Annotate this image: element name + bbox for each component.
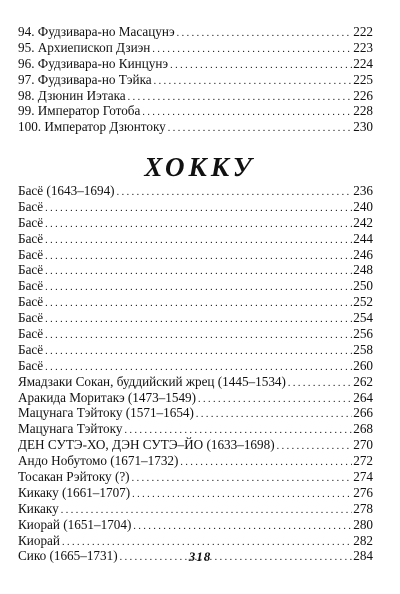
toc-list-hokku bbox=[18, 183, 373, 564]
toc-entry bbox=[18, 72, 373, 88]
dot-leader bbox=[45, 264, 352, 280]
toc-entry-page: 278 bbox=[353, 500, 373, 516]
toc-entry bbox=[18, 40, 373, 56]
toc-entry-title: 98. Дзюнин Иэтака bbox=[18, 87, 126, 103]
toc-entry-page: 223 bbox=[353, 39, 373, 55]
dot-leader bbox=[128, 90, 353, 106]
toc-entry-page: 240 bbox=[353, 198, 373, 214]
toc-entry-title: Басё bbox=[18, 357, 44, 373]
toc-entry-title: Басё bbox=[18, 262, 44, 278]
toc-entry-page: 230 bbox=[353, 119, 373, 135]
toc-entry-title: Кикаку (1661–1707) bbox=[18, 484, 131, 500]
toc-entry-title: Басё bbox=[18, 294, 44, 310]
toc-entry bbox=[18, 247, 373, 263]
toc-entry-title: Тосакан Рэйтоку (?) bbox=[18, 469, 130, 485]
dot-leader bbox=[45, 312, 352, 328]
toc-entry bbox=[18, 421, 373, 437]
toc-entry bbox=[18, 326, 373, 342]
toc-entry-title: Мацунага Тэйтоку (1571–1654) bbox=[18, 405, 194, 421]
toc-entry bbox=[18, 374, 373, 390]
dot-leader bbox=[45, 328, 352, 344]
toc-entry-page: 256 bbox=[353, 326, 373, 342]
toc-entry bbox=[18, 262, 373, 278]
dot-leader bbox=[170, 58, 352, 74]
toc-entry-title: Басё bbox=[18, 310, 44, 326]
toc-entry-title: Басё bbox=[18, 230, 44, 246]
toc-entry-page: 284 bbox=[353, 548, 373, 564]
toc-entry-title: Аракида Моритакэ (1473–1549) bbox=[18, 389, 197, 405]
toc-entry-title: Сико (1665–1731) bbox=[18, 548, 118, 564]
toc-entry-title: Андо Нобутомо (1671–1732) bbox=[18, 453, 179, 469]
toc-entry bbox=[18, 453, 373, 469]
toc-entry-title: Басё bbox=[18, 326, 44, 342]
toc-entry bbox=[18, 231, 373, 247]
toc-entry-title: ДЕН СУТЭ-ХО, ДЭН СУТЭ–ЙО (1633–1698) bbox=[18, 437, 275, 453]
dot-leader bbox=[45, 233, 352, 249]
toc-entry bbox=[18, 183, 373, 199]
toc-entry-page: 250 bbox=[353, 278, 373, 294]
toc-entry-title: Ямадзаки Сокан, буддийский жрец (1445–1534) bbox=[18, 373, 286, 389]
section-title: ХОККУ bbox=[144, 152, 256, 182]
dot-leader bbox=[177, 26, 353, 42]
toc-entry-page: 222 bbox=[353, 24, 373, 39]
toc-entry bbox=[18, 310, 373, 326]
dot-leader bbox=[133, 519, 352, 535]
toc-entry bbox=[18, 358, 373, 374]
toc-entry-page: 268 bbox=[353, 421, 373, 437]
dot-leader bbox=[168, 121, 352, 137]
toc-entry-title: 95. Архиепископ Дзиэн bbox=[18, 39, 151, 55]
toc-entry-page: 224 bbox=[353, 55, 373, 71]
dot-leader bbox=[152, 42, 352, 58]
toc-entry bbox=[18, 199, 373, 215]
toc-entry bbox=[18, 342, 373, 358]
dot-leader bbox=[45, 296, 352, 312]
toc-entry bbox=[18, 24, 373, 40]
toc-entry-page: 228 bbox=[353, 103, 373, 119]
toc-entry-page: 262 bbox=[353, 373, 373, 389]
toc-entry-page: 276 bbox=[353, 484, 373, 500]
toc-entry bbox=[18, 390, 373, 406]
toc-entry-title: 96. Фудзивара-но Кинцунэ bbox=[18, 55, 169, 71]
toc-entry-page: 274 bbox=[353, 469, 373, 485]
toc-entry-page: 246 bbox=[353, 246, 373, 262]
dot-leader bbox=[132, 471, 353, 487]
toc-entry-page: 226 bbox=[353, 87, 373, 103]
toc-entry-title: Киорай bbox=[18, 532, 60, 548]
dot-leader bbox=[198, 392, 352, 408]
dot-leader bbox=[180, 455, 352, 471]
toc-entry-page: 248 bbox=[353, 262, 373, 278]
toc-entry-page: 258 bbox=[353, 341, 373, 357]
toc-entry-title: Басё (1643–1694) bbox=[18, 183, 115, 198]
toc-entry-page: 244 bbox=[353, 230, 373, 246]
toc-entry bbox=[18, 501, 373, 517]
toc-entry-page: 264 bbox=[353, 389, 373, 405]
toc-entry bbox=[18, 405, 373, 421]
dot-leader bbox=[45, 217, 352, 233]
page-number: 318 bbox=[188, 549, 212, 564]
toc-entry bbox=[18, 119, 373, 135]
toc-entry bbox=[18, 56, 373, 72]
toc-entry-title: Басё bbox=[18, 246, 44, 262]
toc-entry-page: 272 bbox=[353, 453, 373, 469]
toc-entry-title: Басё bbox=[18, 198, 44, 214]
toc-entry-title: Басё bbox=[18, 214, 44, 230]
toc-entry bbox=[18, 278, 373, 294]
dot-leader bbox=[45, 249, 352, 265]
toc-entry bbox=[18, 437, 373, 453]
toc-entry-page: 270 bbox=[353, 437, 373, 453]
toc-entry-title: 99. Император Готоба bbox=[18, 103, 141, 119]
toc-entry bbox=[18, 533, 373, 549]
dot-leader bbox=[45, 280, 352, 296]
toc-entry-page: 282 bbox=[353, 532, 373, 548]
toc-entry-title: Басё bbox=[18, 341, 44, 357]
toc-entry-page: 236 bbox=[353, 183, 373, 198]
toc-list-top bbox=[18, 24, 373, 135]
toc-entry-page: 266 bbox=[353, 405, 373, 421]
dot-leader bbox=[277, 439, 353, 455]
toc-entry bbox=[18, 294, 373, 310]
toc-entry-title: Басё bbox=[18, 278, 44, 294]
toc-entry bbox=[18, 88, 373, 104]
toc-entry-title: Мацунага Тэйтоку bbox=[18, 421, 123, 437]
dot-leader bbox=[196, 407, 352, 423]
dot-leader bbox=[132, 487, 352, 503]
dot-leader bbox=[117, 185, 353, 201]
toc-entry-title: 94. Фудзивара-но Масацунэ bbox=[18, 24, 175, 39]
toc-entry-page: 225 bbox=[353, 71, 373, 87]
dot-leader bbox=[45, 344, 352, 360]
toc-entry-page: 252 bbox=[353, 294, 373, 310]
dot-leader bbox=[288, 376, 352, 392]
toc-entry-page: 254 bbox=[353, 310, 373, 326]
toc-entry-title: Киорай (1651–1704) bbox=[18, 516, 132, 532]
dot-leader bbox=[142, 105, 352, 121]
dot-leader bbox=[45, 201, 352, 217]
toc-entry bbox=[18, 517, 373, 533]
dot-leader bbox=[154, 74, 353, 90]
toc-entry bbox=[18, 485, 373, 501]
toc-entry-page: 260 bbox=[353, 357, 373, 373]
toc-entry-title: 100. Император Дзюнтоку bbox=[18, 119, 166, 135]
toc-entry bbox=[18, 215, 373, 231]
toc-entry-title: Кикаку bbox=[18, 500, 59, 516]
toc-entry bbox=[18, 469, 373, 485]
toc-entry-page: 280 bbox=[353, 516, 373, 532]
toc-entry-page: 242 bbox=[353, 214, 373, 230]
toc-entry bbox=[18, 103, 373, 119]
toc-entry-title: 97. Фудзивара-но Тэйка bbox=[18, 71, 152, 87]
